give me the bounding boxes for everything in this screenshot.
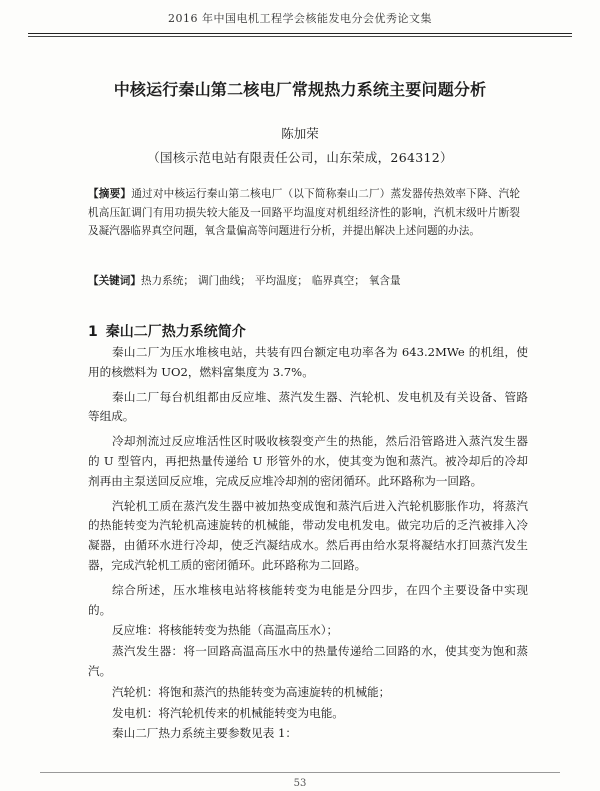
keyword: 平均温度； [254,275,308,287]
section-body [88,343,528,744]
section-heading [88,321,246,341]
author-affiliation: （国核示范电站有限责任公司，山东荣成，264312） [147,150,453,165]
body-paragraph: 综合所述，压水堆核电站将核能转变为电能是分四步，在四个主要设备中实现的。 [88,582,528,617]
body-paragraph: 秦山二厂每台机组都由反应堆、蒸汽发生器、汽轮机、发电机及有关设备、管路等组成。 [88,389,528,424]
table-reference: 秦山二厂热力系统主要参数见表 1： [112,726,297,741]
body-paragraph: 冷却剂流过反应堆活性区时吸收核裂变产生的热能，然后沿管路进入蒸汽发生器的 U 型管内，再把热量传递给 U 形管外的水，使其变为饱和蒸汽。被冷却后的冷却剂再由主泵送回反应堆，完成反应堆冷却剂的密闭循环。此环路称为一回路。 [88,434,528,488]
running-header: 2016 年中国电机工程学会核能发电分会优秀论文集 [168,12,432,25]
keyword: 调门曲线； [197,275,251,287]
header-rule-thick [28,33,572,34]
section-title: 秦山二厂热力系统简介 [105,324,246,340]
abstract [88,185,520,241]
conversion-item: 发电机：将汽轮机传来的机械能转变为电能。 [112,705,344,720]
section-number: 1 [88,324,98,340]
keyword: 热力系统； [140,275,194,287]
conversion-item: 反应堆：将核能转变为热能（高温高压水）； [112,623,339,638]
footer-rule [40,772,560,773]
keywords [88,272,520,290]
keyword: 氧含量 [368,275,401,287]
abstract-text: 通过对中核运行秦山第二核电厂（以下简称秦山二厂）蒸发器传热效率下降、汽轮机高压缸调门有用功损失较大能及一回路平均温度对机组经济性的影响，汽机末级叶片断裂及凝汽器临界真空问题，氧含量偏高等问题进行分析，并提出解决上述问题的办法。 [88,188,521,237]
body-paragraph: 秦山二厂为压水堆核电站，共装有四台额定电功率各为 643.2MWe 的机组，使用的核燃料为 UO2，燃料富集度为 3.7%。 [88,345,528,379]
conversion-item: 汽轮机：将饱和蒸汽的热能转变为高速旋转的机械能； [112,684,391,699]
keyword: 临界真空； [311,275,365,287]
abstract-label: 【摘要】 [88,188,132,200]
conversion-item: 蒸汽发生器：将一回路高温高压水中的热量传递给二回路的水，使其变为饱和蒸汽。 [88,644,528,678]
page-number: 53 [293,778,307,789]
paper-title: 中核运行秦山第二核电厂常规热力系统主要问题分析 [113,80,487,99]
author-name: 陈加荣 [281,126,319,141]
header-rule-thin [28,36,572,37]
keywords-label: 【关键词】 [88,275,141,287]
body-paragraph: 汽轮机工质在蒸汽发生器中被加热变成饱和蒸汽后进入汽轮机膨胀作功，将蒸汽的热能转变为汽轮机高速旋转的机械能，带动发电机发电。做完功后的乏汽被排入冷凝器，由循环水进行冷却，使乏汽凝结成水。然后再由给水泵将凝结水打回蒸汽发生器，完成汽轮机工质的密闭循环。此环路称为二回路。 [88,498,528,572]
